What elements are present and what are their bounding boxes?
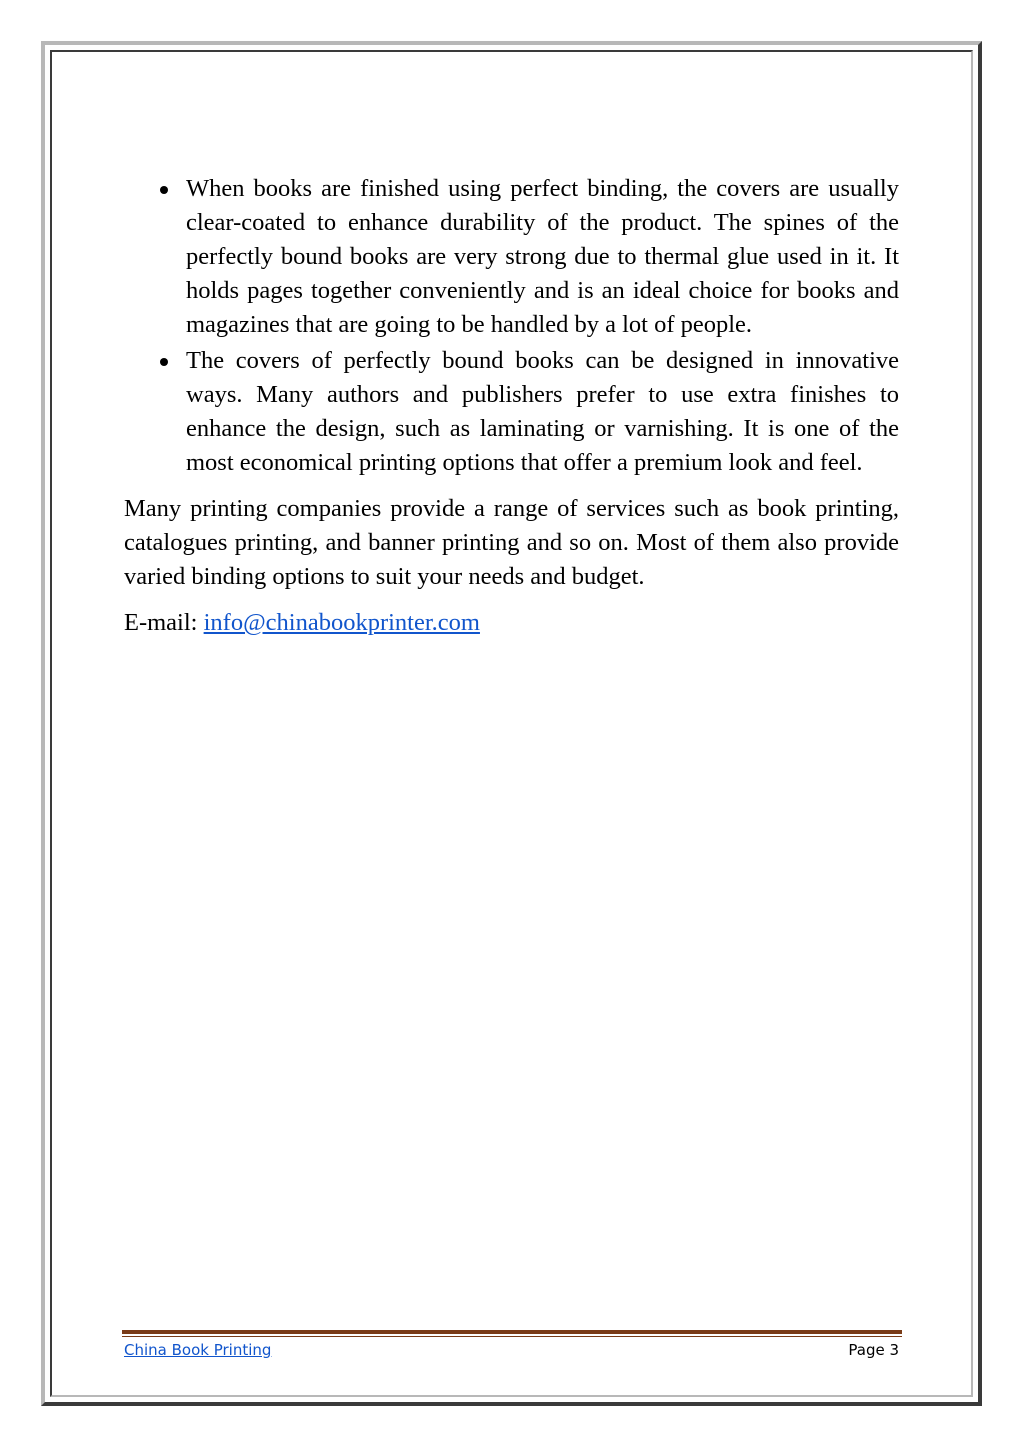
list-item-text: When books are finished using perfect binding, the covers are usually clear-coated to enhance durability of the product. The spines of the perfectly bound books are very strong due to thermal glue used in it. It holds pages together conveniently and is an ideal choice for books and magazines that are going to be handled by a lot of people. xyxy=(186,175,899,338)
list-item xyxy=(124,172,899,342)
footer-rule xyxy=(122,1330,902,1334)
document-body xyxy=(124,172,899,640)
list-item xyxy=(124,344,899,480)
footer-link[interactable]: China Book Printing xyxy=(124,1341,272,1359)
body-paragraph: Many printing companies provide a range of services such as book printing, catalogues printing, and banner printing and so on. Most of them also provide varied binding options to suit your needs and budget. xyxy=(124,495,899,590)
bullet-icon xyxy=(160,358,168,366)
email-link[interactable]: info@chinabookprinter.com xyxy=(203,609,480,636)
email-label: E-mail: xyxy=(124,609,204,636)
page-number: Page 3 xyxy=(848,1341,899,1359)
footer-rule-thin xyxy=(122,1336,902,1337)
bullet-icon xyxy=(160,186,168,194)
email-line xyxy=(124,606,899,640)
list-item-text: The covers of perfectly bound books can be designed in innovative ways. Many authors and publishers prefer to use extra finishes to enhance the design, such as laminating or varnishing. It is one of the most economical printing options that offer a premium look and feel. xyxy=(186,347,899,476)
bullet-list xyxy=(124,172,899,480)
